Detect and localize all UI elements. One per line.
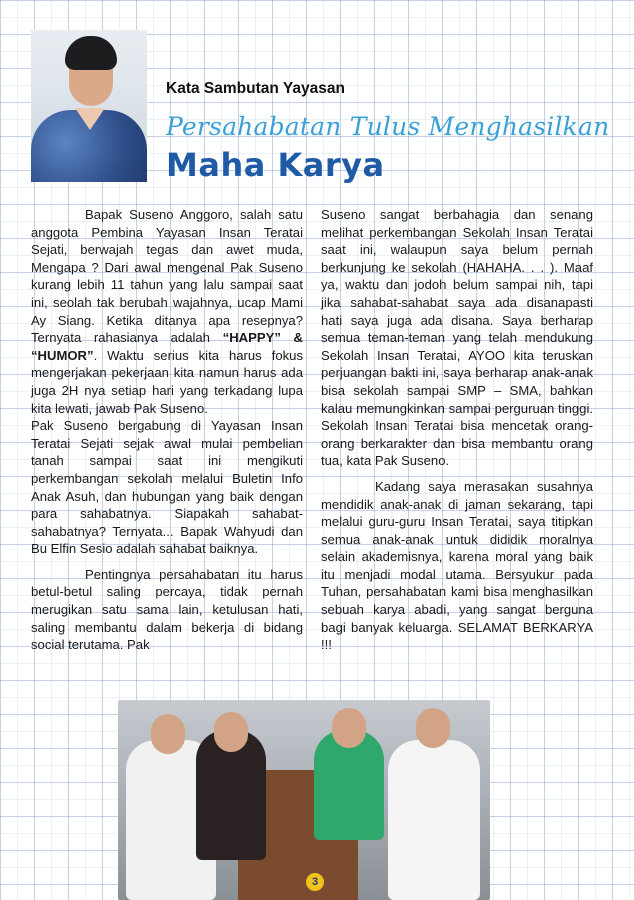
left-column — [31, 206, 303, 654]
photo-head — [416, 708, 450, 748]
page-number-badge: 3 — [306, 873, 324, 891]
headline-bold: Maha Karya — [166, 146, 385, 184]
left-paragraph-1: Bapak Suseno Anggoro, salah satu anggota Pembina Yayasan Insan Teratai Sejati, berwajah tegas dan awet muda, Mengapa ? Dari awal mengenal Pak Suseno kurang lebih 11 tahun yang lalu sampai saat ini, seolah tak berubah wajahnya, ucap Mami Ay Siang. Ketika ditanya apa resepnya? Ternyata rahasianya adalah “HAPPY” & “HUMOR”. Waktu serius kita harus fokus mengerjakan pekerjaan kita namun harus ada juga 2H nya setiap hari yang terkadang lupa kita lewati, jawab Pak Suseno. — [31, 207, 303, 416]
emphasis-happy-humor: “HAPPY” & “HUMOR” — [31, 330, 303, 363]
right-column — [321, 206, 593, 654]
photo-head — [151, 714, 185, 754]
headline-script: Persahabatan Tulus Menghasilkan — [166, 112, 610, 141]
right-paragraph-2: Kadang saya merasakan susahnya mendidik anak-anak di jaman sekarang, tapi melalui guru-guru Insan Teratai, saya titipkan semua anak-anak untuk dididik moralnya selain akademisnya, karena moral yang baik itu menjadi modal utama. Bersyukur pada Tuhan, persahabatan kami bisa menghasilkan sebuah karya abadi, yang sangat berguna bagi banyak keluarga. SELAMAT BERKARYA !!! — [321, 478, 593, 653]
photo-head — [332, 708, 366, 748]
group-photo — [118, 700, 490, 900]
section-kicker: Kata Sambutan Yayasan — [166, 80, 345, 97]
left-paragraph-2: Pak Suseno bergabung di Yayasan Insan Teratai Sejati sejak awal mulai pembelian tanah sampai saat ini mengikuti perkembangan sekolah melalui Buletin Info Anak Asuh, dan hubungan yang baik dengan para sahabatnya. Siapakah sahabat-sahabatnya? Ternyata... Bapak Wahyudi dan Bu Elfin Sesio adalah sahabat baiknya. — [31, 418, 303, 557]
left-paragraph-3: Pentingnya persahabatan itu harus betul-betul saling percaya, tidak pernah merugikan satu sama lain, ketulusan hati, saling membantu dalam bekerja di bidang social terutama. Pak — [31, 566, 303, 653]
right-paragraph-1: Suseno sangat berbahagia dan senang melihat perkembangan Sekolah Insan Teratai saat ini, walaupun saya belum pernah berkunjung ke sekolah (HAHAHA. . . ). Maaf ya, waktu dan jodoh belum sampai nih, tapi jika sahabat-sahabat saya ada disanapasti hati saya juga ada disana. Saya berharap semua teman-teman yang telah mendukung Sekolah Insan Teratai, AYOO kita teruskan perjuangan bakti ini, saya berharap anak-anak bisa sekolah sampai SMP – SMA, bahkan kalau memungkinkan sampai perguruan tinggi. Sekolah Insan Teratai bisa mencetak orang-orang berkarakter dan bisa membantu orang tua, kata Pak Suseno. — [321, 207, 593, 469]
photo-head — [214, 712, 248, 752]
photo-person — [388, 740, 480, 900]
portrait-hair — [65, 36, 117, 70]
portrait-photo — [31, 30, 147, 182]
